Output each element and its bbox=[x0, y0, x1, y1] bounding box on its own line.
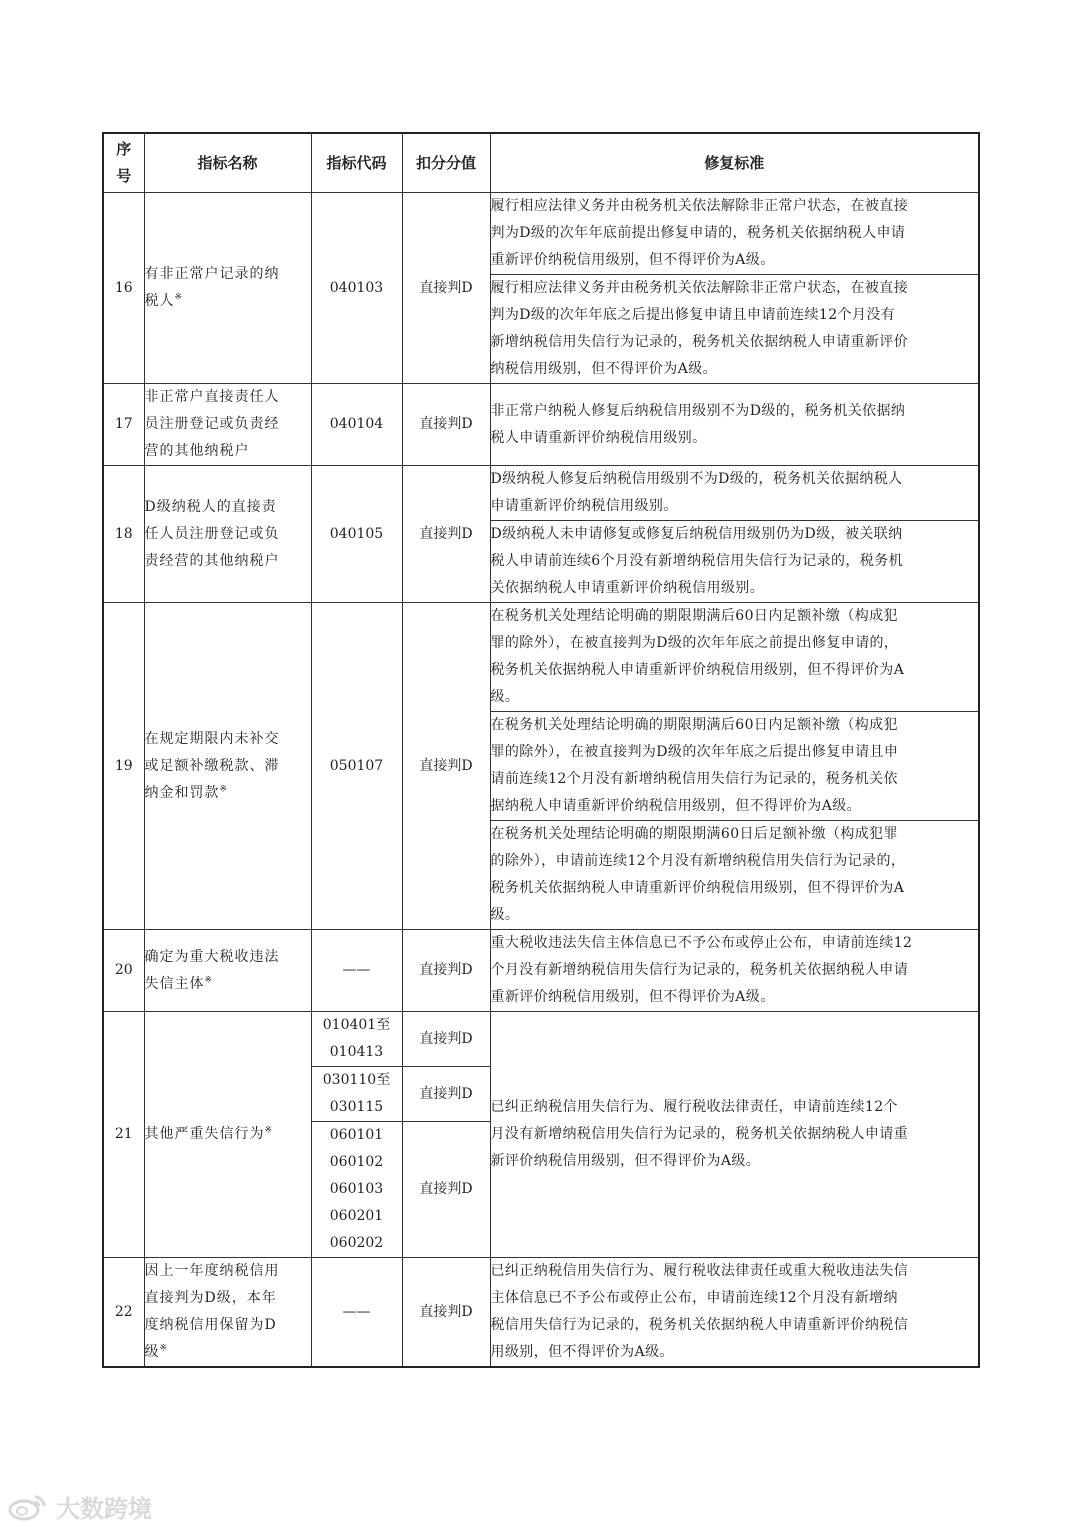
header-seq: 序 号 bbox=[103, 133, 144, 193]
row-standard: 履行相应法律义务并由税务机关依法解除非正常户状态，在被直接 判为D级的次年年底前提出修复申请的，税务机关依据纳税人申请 重新评价纳税信用级别，但不得评价为A级。 bbox=[490, 193, 979, 275]
row-code: 060101 060102 060103 060201 060202 bbox=[311, 1122, 402, 1258]
star-mark: ※ bbox=[264, 1125, 274, 1136]
row-seq: 18 bbox=[103, 466, 144, 603]
table-row bbox=[103, 603, 979, 712]
row-name: 在规定期限内未补交 或足额补缴税款、滞 纳金和罚款※ bbox=[144, 603, 311, 930]
star-mark: ※ bbox=[204, 974, 214, 985]
header-name: 指标名称 bbox=[144, 133, 311, 193]
header-standard: 修复标准 bbox=[490, 133, 979, 193]
row-name: D级纳税人的直接责 任人员注册登记或负 责经营的其他纳税户 bbox=[144, 466, 311, 603]
row-standard: 在税务机关处理结论明确的期限期满后60日内足额补缴（构成犯 罪的除外），在被直接判为D级的次年年底之前提出修复申请的， 税务机关依据纳税人申请重新评价纳税信用级别，但不得评价为A 级。 bbox=[490, 603, 979, 712]
row-score: 直接判D bbox=[402, 384, 490, 466]
row-standard: 履行相应法律义务并由税务机关依法解除非正常户状态，在被直接 判为D级的次年年底之后提出修复申请且申请前连续12个月没有 新增纳税信用失信行为记录的，税务机关依据纳税人申请重新评价 纳税信用级别，但不得评价为A级。 bbox=[490, 275, 979, 384]
table-row bbox=[103, 930, 979, 1012]
row-name: 其他严重失信行为※ bbox=[144, 1012, 311, 1258]
star-mark: ※ bbox=[174, 292, 184, 303]
table-header-row bbox=[103, 133, 979, 193]
row-code: 040103 bbox=[311, 193, 402, 384]
star-mark: ※ bbox=[159, 1343, 169, 1354]
table-row bbox=[103, 466, 979, 521]
weibo-icon bbox=[8, 1493, 48, 1521]
table-row bbox=[103, 1258, 979, 1368]
table-row bbox=[103, 193, 979, 275]
row-name: 非正常户直接责任人 员注册登记或负责经 营的其他纳税户 bbox=[144, 384, 311, 466]
watermark bbox=[8, 1489, 152, 1524]
row-seq: 17 bbox=[103, 384, 144, 466]
row-standard: 已纠正纳税信用失信行为、履行税收法律责任或重大税收违法失信 主体信息已不予公布或停止公布，申请前连续12个月没有新增纳 税信用失信行为记录的，税务机关依据纳税人申请重新评价纳税信 用级别，但不得评价为A级。 bbox=[490, 1258, 979, 1368]
table-row bbox=[103, 384, 979, 466]
row-seq: 19 bbox=[103, 603, 144, 930]
row-standard: 在税务机关处理结论明确的期限期满60日后足额补缴（构成犯罪 的除外），申请前连续12个月没有新增纳税信用失信行为记录的， 税务机关依据纳税人申请重新评价纳税信用级别，但不得评价为A 级。 bbox=[490, 821, 979, 930]
row-code: —— bbox=[311, 930, 402, 1012]
row-score: 直接判D bbox=[402, 1258, 490, 1368]
row-seq: 20 bbox=[103, 930, 144, 1012]
row-code: 040105 bbox=[311, 466, 402, 603]
row-code: —— bbox=[311, 1258, 402, 1368]
row-seq: 21 bbox=[103, 1012, 144, 1258]
row-score: 直接判D bbox=[402, 1067, 490, 1122]
star-mark: ※ bbox=[219, 783, 229, 794]
row-standard: 非正常户纳税人修复后纳税信用级别不为D级的，税务机关依据纳 税人申请重新评价纳税信用级别。 bbox=[490, 384, 979, 466]
repair-standards-table bbox=[102, 132, 980, 1368]
row-name: 确定为重大税收违法 失信主体※ bbox=[144, 930, 311, 1012]
row-code: 010401至 010413 bbox=[311, 1012, 402, 1067]
row-standard: 重大税收违法失信主体信息已不予公布或停止公布，申请前连续12 个月没有新增纳税信用失信行为记录的，税务机关依据纳税人申请 重新评价纳税信用级别，但不得评价为A级。 bbox=[490, 930, 979, 1012]
row-standard: D级纳税人未申请修复或修复后纳税信用级别仍为D级，被关联纳 税人申请前连续6个月没有新增纳税信用失信行为记录的，税务机 关依据纳税人申请重新评价纳税信用级别。 bbox=[490, 521, 979, 603]
row-score: 直接判D bbox=[402, 1012, 490, 1067]
row-standard: 在税务机关处理结论明确的期限期满后60日内足额补缴（构成犯 罪的除外），在被直接判为D级的次年年底之后提出修复申请且申 请前连续12个月没有新增纳税信用失信行为记录的，税务机关依 据纳税人申请重新评价纳税信用级别，但不得评价为A级。 bbox=[490, 712, 979, 821]
row-seq: 22 bbox=[103, 1258, 144, 1368]
header-score: 扣分分值 bbox=[402, 133, 490, 193]
row-name: 有非正常户记录的纳 税人※ bbox=[144, 193, 311, 384]
row-score: 直接判D bbox=[402, 603, 490, 930]
row-score: 直接判D bbox=[402, 466, 490, 603]
row-standard: 已纠正纳税信用失信行为、履行税收法律责任，申请前连续12个 月没有新增纳税信用失信行为记录的，税务机关依据纳税人申请重 新评价纳税信用级别，但不得评价为A级。 bbox=[490, 1012, 979, 1258]
row-score: 直接判D bbox=[402, 193, 490, 384]
row-score: 直接判D bbox=[402, 1122, 490, 1258]
watermark-text: 大数跨境 bbox=[56, 1495, 152, 1523]
table-row bbox=[103, 1012, 979, 1067]
row-score: 直接判D bbox=[402, 930, 490, 1012]
header-code: 指标代码 bbox=[311, 133, 402, 193]
row-name: 因上一年度纳税信用 直接判为D级，本年 度纳税信用保留为D 级※ bbox=[144, 1258, 311, 1368]
row-code: 030110至 030115 bbox=[311, 1067, 402, 1122]
row-standard: D级纳税人修复后纳税信用级别不为D级的，税务机关依据纳税人 申请重新评价纳税信用级别。 bbox=[490, 466, 979, 521]
row-seq: 16 bbox=[103, 193, 144, 384]
row-code: 040104 bbox=[311, 384, 402, 466]
row-code: 050107 bbox=[311, 603, 402, 930]
